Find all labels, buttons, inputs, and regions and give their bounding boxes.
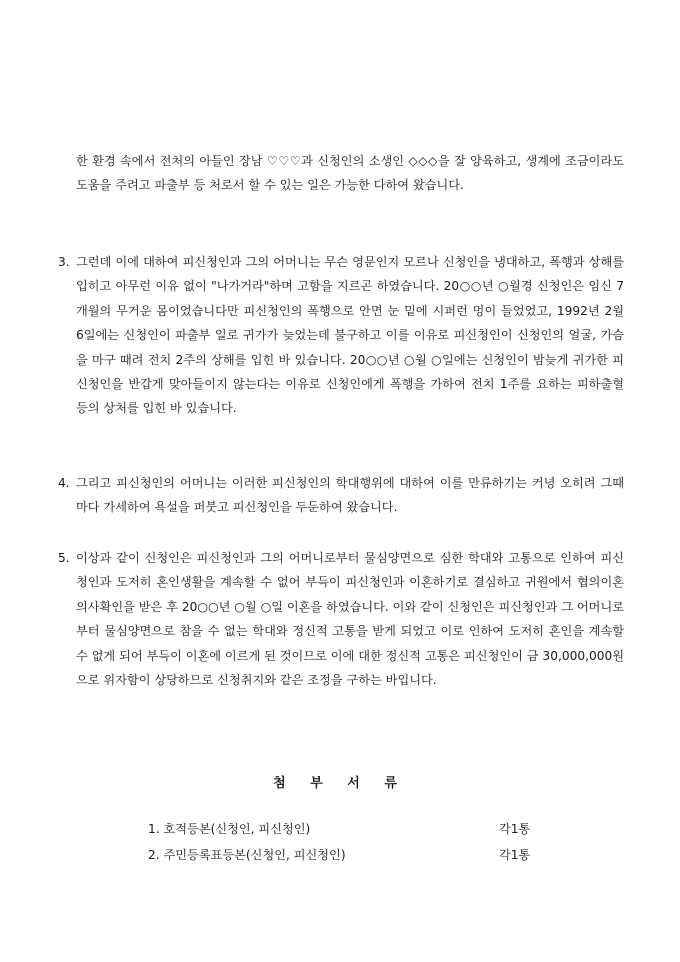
paragraph-number: 5. (58, 551, 70, 565)
paragraph-text: 그런데 이에 대하여 피신청인과 그의 어머니는 무슨 영문인지 모르나 신청인을 냉대하고, 폭행과 상해를 입히고 아무런 이유 없이 "나가거라"하며 고함을 지르곤 하였습니다. 20○○년 ○월경 신청인은 임신 7개월의 무거운 몸이었습니다만 피신청인의 폭행으로 안면 눈 밑에 시퍼런 멍이 들었었고, 1992년 2월 6일에는 신청인이 파출부 일로 귀가가 늦었는데 불구하고 이를 이유로 피신청인이 신청인의 얼굴, 가슴을 마구 때려 전치 2주의 상해를 입힌 바 있습니다. 20○○년 ○월 ○일에는 신청인이 밤늦게 귀가한 피신청인을 반갑게 맞아들이지 않는다는 이유로 신청인에게 폭행을 가하여 전치 1주를 요하는 피하출혈 등의 상처를 입힌 바 있습니다. (76, 255, 624, 416)
attachment-label: 2. 주민등록표등본(신청인, 피신청인) (148, 848, 346, 862)
paragraph-text: 한 환경 속에서 전처의 아들인 장남 ♡♡♡과 신청인의 소생인 ◇◇◇을 잘 양육하고, 생계에 조금이라도 도움을 주려고 파출부 등 처로서 할 수 있는 일은 가능한 다하여 왔습니다. (76, 154, 624, 193)
paragraph-text: 이상과 같이 신청인은 피신청인과 그의 어머니로부터 물심양면으로 심한 학대와 고통으로 인하여 피신청인과 도저히 혼인생활을 계속할 수 없어 부득이 피신청인과 이혼하기로 결심하고 귀원에서 협의이혼의사확인을 받은 후 20○○년 ○월 ○일 이혼을 하였습니다. 이와 같이 신청인은 피신청인과 그 어머니로부터 물심양면으로 참을 수 없는 학대와 정신적 고통을 받게 되었고 이로 인하여 도저히 혼인을 계속할 수 없게 되어 부득이 이혼에 이르게 된 것이므로 이에 대한 정신적 고통은 피신청인이 금 30,000,000원으로 위자함이 상당하므로 신청취지와 같은 조정을 구하는 바입니다. (76, 551, 624, 688)
paragraph-continued (58, 149, 624, 198)
attachment-quantity: 각1통 (499, 822, 531, 836)
paragraph-number: 3. (58, 255, 70, 269)
attachment-quantity: 각1통 (499, 848, 531, 862)
paragraph-3 (58, 250, 624, 421)
paragraph-5 (58, 546, 624, 692)
paragraph-text: 그리고 피신청인의 어머니는 이러한 피신청인의 학대행위에 대하여 이를 만류하기는 커녕 오히려 그때마다 가세하여 욕설을 퍼붓고 피신청인을 두둔하여 왔습니다. (76, 476, 624, 515)
attachment-label: 1. 호적등본(신청인, 피신청인) (148, 822, 311, 836)
paragraph-number: 4. (58, 476, 70, 490)
paragraph-4 (58, 471, 624, 520)
attachments-title: 첨 부 서 류 (273, 776, 407, 791)
